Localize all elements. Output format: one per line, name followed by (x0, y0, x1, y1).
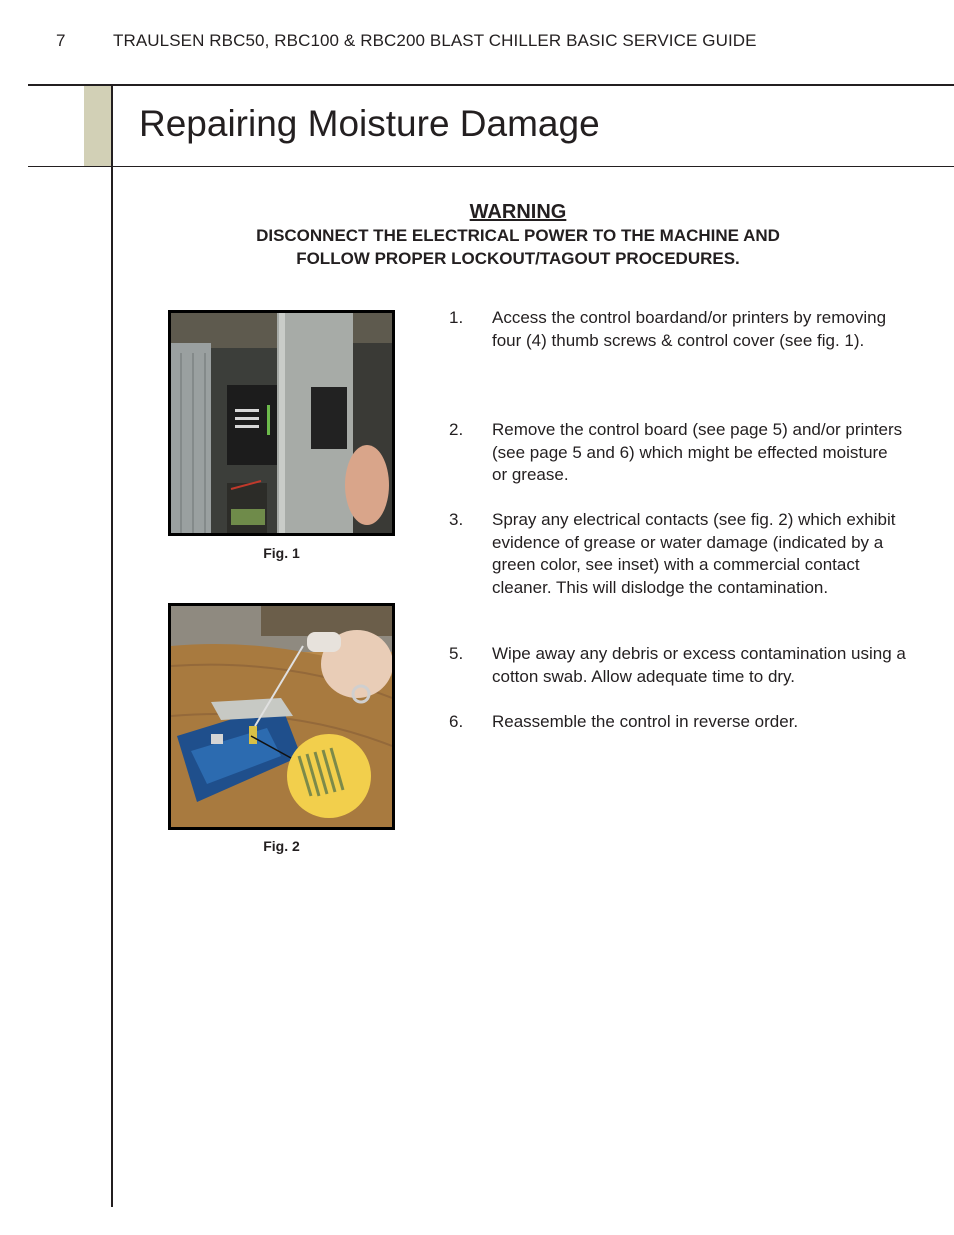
step-3-number: 3. (449, 510, 464, 529)
figure-1-caption: Fig. 1 (263, 545, 300, 561)
title-accent-bar (84, 86, 111, 166)
warning-line-2: FOLLOW PROPER LOCKOUT/TAGOUT PROCEDURES. (296, 249, 740, 268)
figure-2-caption: Fig. 2 (263, 838, 300, 854)
figure-2-photo (168, 603, 395, 830)
left-margin-rule (111, 84, 113, 1207)
step-5-number: 5. (449, 644, 464, 663)
step-6-text: Reassemble the control in reverse order. (492, 712, 799, 731)
step-2-number: 2. (449, 420, 464, 439)
step-6-number: 6. (449, 712, 464, 731)
figure-1-photo (168, 310, 395, 536)
step-2-text: Remove the control board (see page 5) and/or printers (see page 5 and 6) which might be effected moisture or grease. (492, 420, 903, 484)
top-rule (28, 84, 954, 86)
running-header: TRAULSEN RBC50, RBC100 & RBC200 BLAST CHILLER BASIC SERVICE GUIDE (113, 31, 757, 50)
warning-title: WARNING (469, 201, 567, 223)
step-5-text: Wipe away any debris or excess contamination using a cotton swab. Allow adequate time to dry. (492, 644, 906, 686)
step-1-number: 1. (449, 308, 464, 327)
page-number: 7 (56, 31, 66, 50)
step-3-text: Spray any electrical contacts (see fig. 2) which exhibit evidence of grease or water damage (indicated by a green color, see inset) with a commercial contact cleaner. This will dislodge the contamination. (492, 510, 896, 597)
page-title: Repairing Moisture Damage (139, 103, 600, 144)
title-bottom-rule (28, 166, 954, 167)
step-1-text: Access the control boardand/or printers by removing four (4) thumb screws & control cover (see fig. 1). (492, 308, 887, 350)
warning-block (200, 200, 836, 270)
warning-line-1: DISCONNECT THE ELECTRICAL POWER TO THE MACHINE AND (256, 226, 780, 245)
